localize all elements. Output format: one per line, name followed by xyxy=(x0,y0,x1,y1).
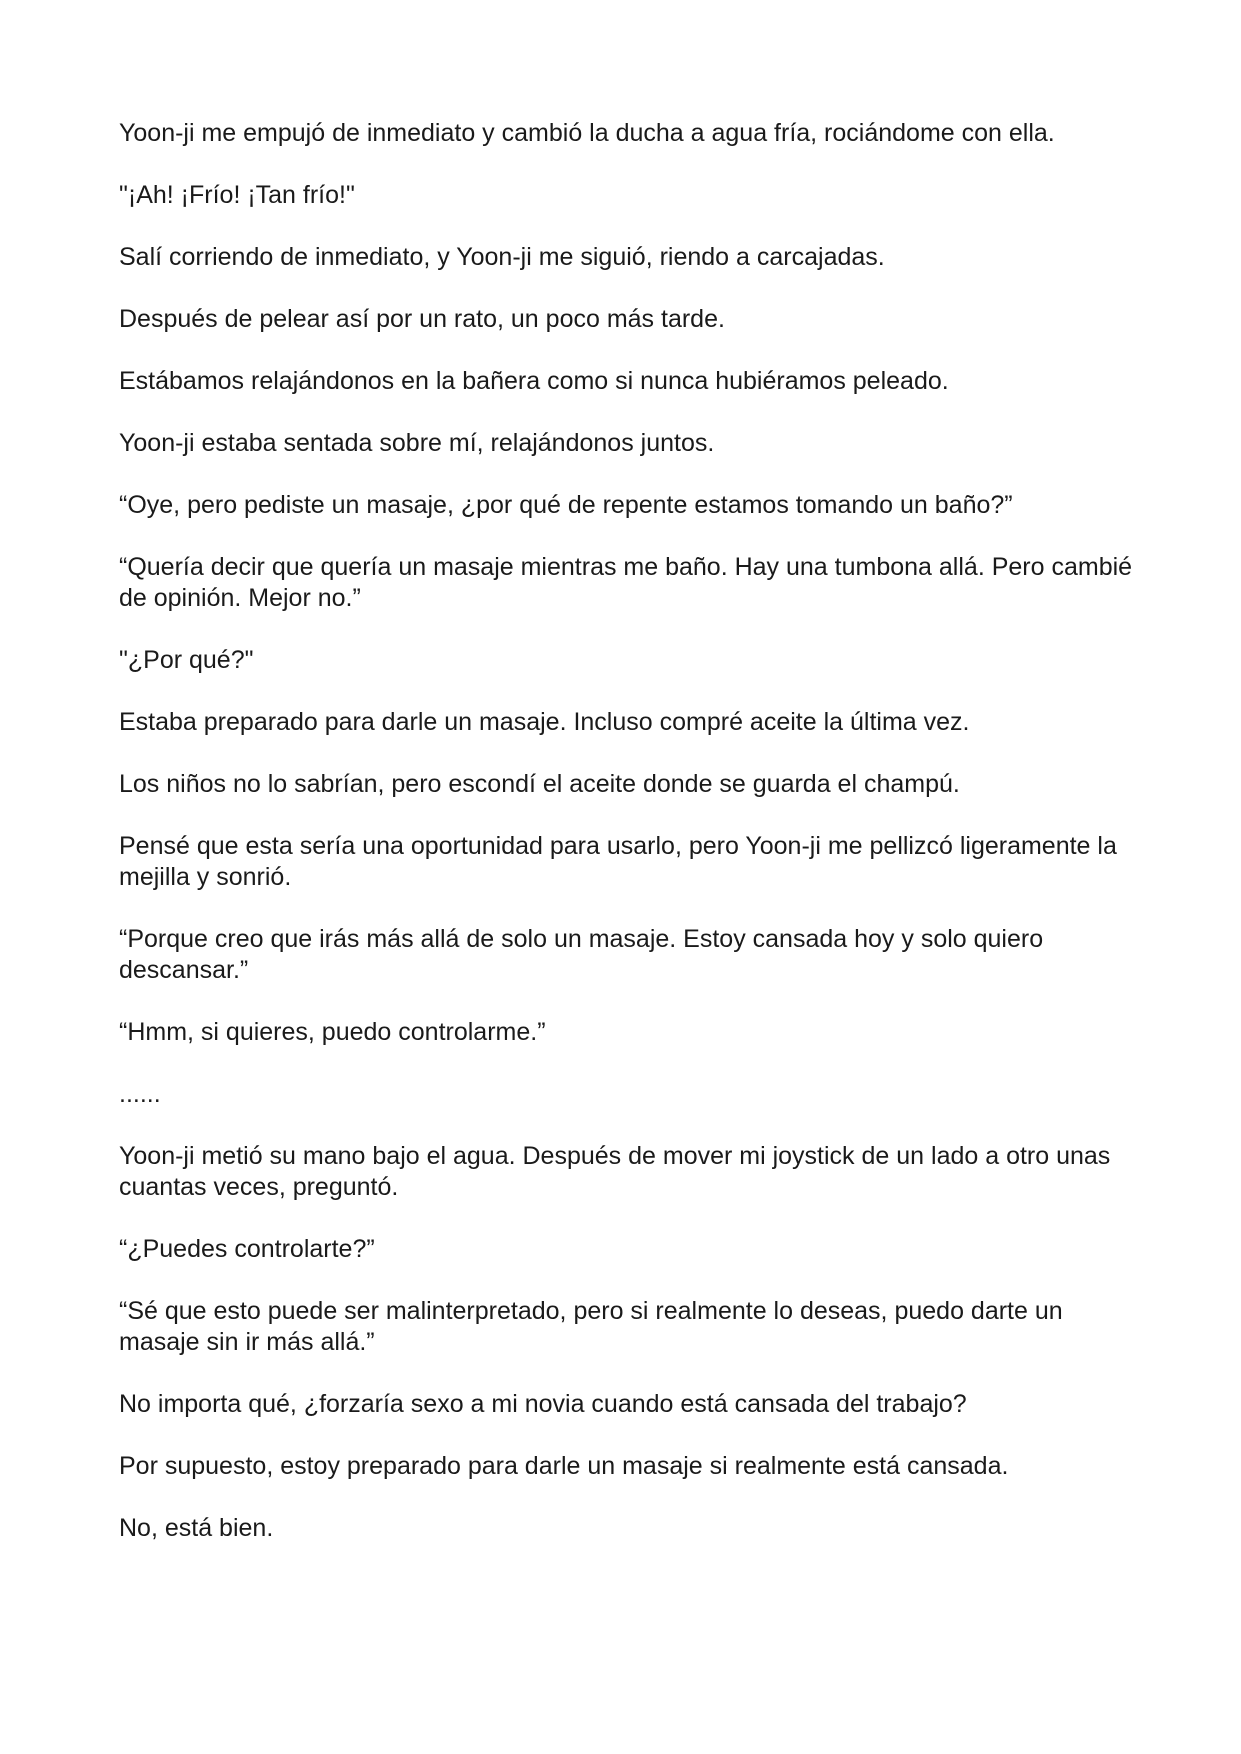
paragraph: Los niños no lo sabrían, pero escondí el aceite donde se guarda el champú. xyxy=(119,770,960,798)
paragraph: Después de pelear así por un rato, un poco más tarde. xyxy=(119,305,725,333)
paragraph: Estábamos relajándonos en la bañera como si nunca hubiéramos peleado. xyxy=(119,367,949,395)
paragraph: Estaba preparado para darle un masaje. Incluso compré aceite la última vez. xyxy=(119,708,970,736)
paragraph: “¿Puedes controlarte?” xyxy=(119,1235,375,1263)
paragraph: ...... xyxy=(119,1080,161,1108)
paragraph: Yoon-ji me empujó de inmediato y cambió la ducha a agua fría, rociándome con ella. xyxy=(119,119,1055,147)
paragraph: Yoon-ji metió su mano bajo el agua. Después de mover mi joystick de un lado a otro unas cuantas veces, preguntó. xyxy=(119,1142,1111,1201)
paragraph: “Hmm, si quieres, puedo controlarme.” xyxy=(119,1018,546,1046)
paragraph: "¿Por qué?" xyxy=(119,646,254,674)
paragraph: “Porque creo que irás más allá de solo un masaje. Estoy cansada hoy y solo quiero descansar.” xyxy=(119,925,1044,984)
paragraph: “Sé que esto puede ser malinterpretado, pero si realmente lo deseas, puedo darte un masaje sin ir más allá.” xyxy=(119,1297,1063,1356)
paragraph: Pensé que esta sería una oportunidad para usarlo, pero Yoon-ji me pellizcó ligeramente la mejilla y sonrió. xyxy=(119,832,1117,891)
paragraph: Por supuesto, estoy preparado para darle un masaje si realmente está cansada. xyxy=(119,1452,1009,1480)
paragraph: “Quería decir que quería un masaje mientras me baño. Hay una tumbona allá. Pero cambié de opinión. Mejor no.” xyxy=(119,553,1133,612)
paragraph: No importa qué, ¿forzaría sexo a mi novia cuando está cansada del trabajo? xyxy=(119,1390,967,1418)
paragraph: No, está bien. xyxy=(119,1514,274,1542)
paragraph: "¡Ah! ¡Frío! ¡Tan frío!" xyxy=(119,181,355,209)
paragraph: “Oye, pero pediste un masaje, ¿por qué de repente estamos tomando un baño?” xyxy=(119,491,1013,519)
paragraph: Salí corriendo de inmediato, y Yoon-ji me siguió, riendo a carcajadas. xyxy=(119,243,885,271)
paragraph: Yoon-ji estaba sentada sobre mí, relajándonos juntos. xyxy=(119,429,715,457)
document-body xyxy=(119,118,1139,1575)
